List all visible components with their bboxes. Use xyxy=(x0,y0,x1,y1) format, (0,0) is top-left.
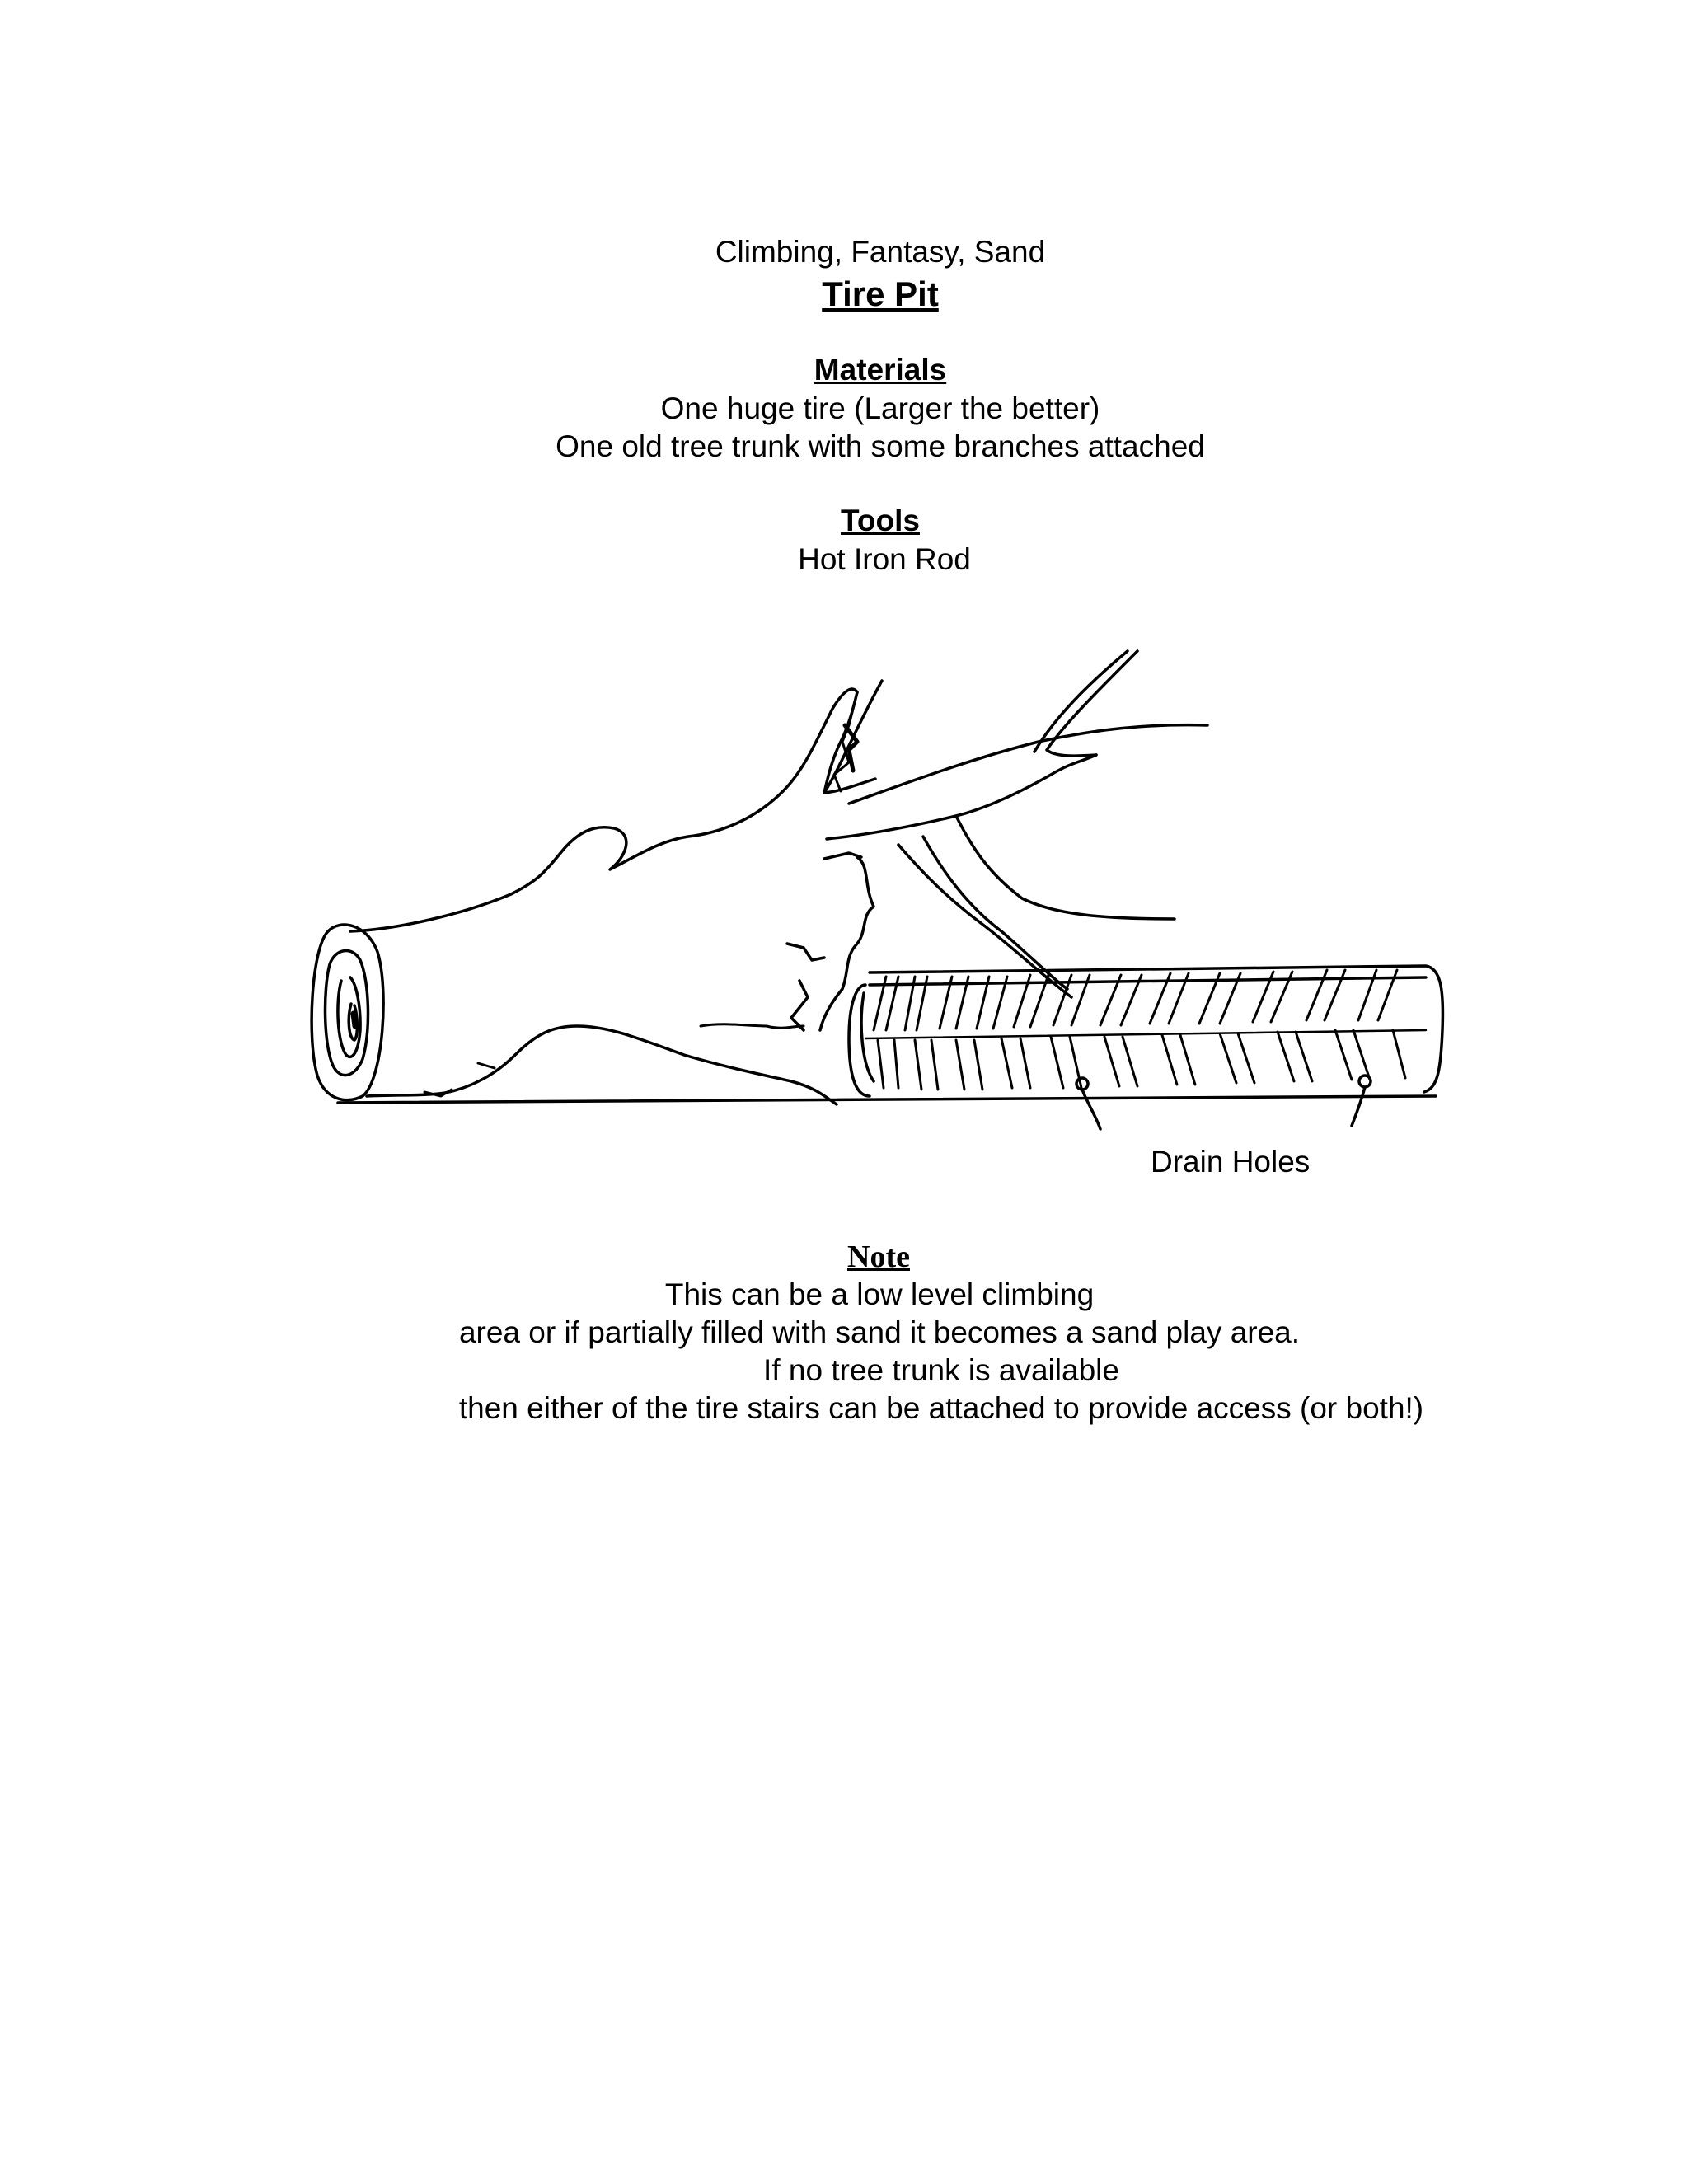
drain-holes xyxy=(1076,1076,1371,1129)
materials-heading: Materials xyxy=(814,353,947,387)
page-title: Tire Pit xyxy=(822,274,939,313)
materials-item: One huge tire (Larger the better) xyxy=(660,391,1100,425)
note-heading: Note xyxy=(847,1240,910,1274)
note-line: This can be a low level climbing xyxy=(664,1277,1095,1311)
note-line: If no tree trunk is available xyxy=(763,1353,1119,1387)
ground-line xyxy=(338,1096,1436,1103)
log-end-rings xyxy=(312,925,383,1100)
tree-trunk-and-tire-illustration xyxy=(297,643,1467,1170)
upper-branch xyxy=(849,725,1207,804)
tire-treads xyxy=(874,970,1405,1090)
tools-item: Hot Iron Rod xyxy=(798,542,971,576)
tools-heading: Tools xyxy=(841,504,920,537)
note-line: then either of the tire stairs can be attached to provide access (or both!) xyxy=(458,1391,1424,1425)
trunk-bottom xyxy=(367,1026,837,1104)
drain-holes-label: Drain Holes xyxy=(1151,1145,1311,1179)
categories-line: Climbing, Fantasy, Sand xyxy=(715,235,1046,269)
note-line: area or if partially filled with sand it becomes a sand play area. xyxy=(458,1315,1301,1349)
middle-branch xyxy=(956,816,1175,919)
trunk-top xyxy=(350,689,857,931)
materials-item: One old tree trunk with some branches attached xyxy=(556,429,1205,463)
